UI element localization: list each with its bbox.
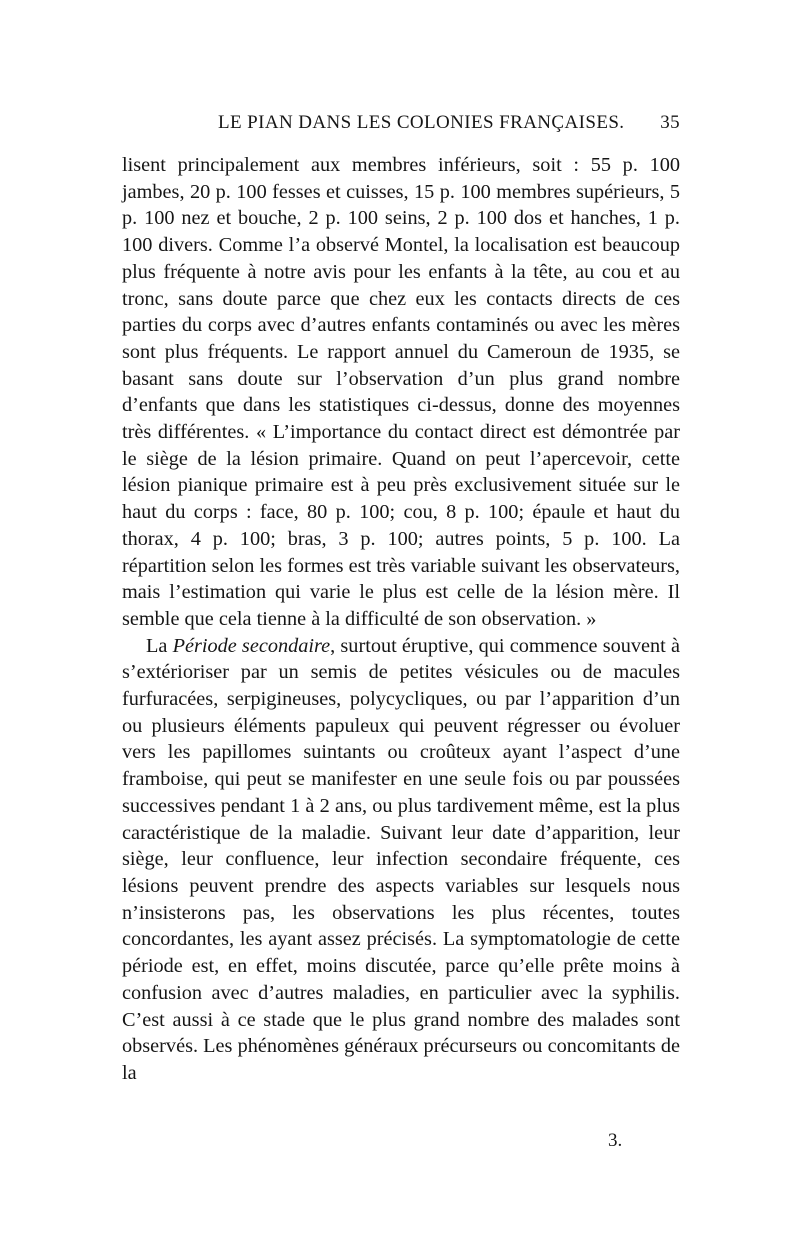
body-text <box>122 152 680 1087</box>
italic-term: Période secondaire <box>172 634 331 657</box>
paragraph-secondary-period <box>122 633 680 1087</box>
paragraph-lead: La <box>146 634 173 657</box>
page-number: 35 <box>660 112 680 133</box>
signature-mark: 3. <box>608 1130 623 1151</box>
paragraph-body: , surtout éruptive, qui commence souvent à s’extérioriser par un semis de petites vésicules ou de macules furfuracées, serpigineuses, polycycliques, ou par l’apparition d’un ou plusieurs éléments papuleux qui peuvent régresser ou évoluer vers les papillomes suintants ou croûteux ayant l’aspect d’une framboise, qui peut se manifester en une seule fois ou par poussées successives pendant 1 à 2 ans, ou plus tardivement même, est la plus caractéristique de la maladie. Suivant leur date d’apparition, leur siège, leur confluence, leur infection secondaire fréquente, ces lésions peuvent prendre des aspects variables sur lesquels nous n’insisterons pas, les observations les plus récentes, toutes concordantes, les ayant assez précisés. La symptomatologie de cette période est, en effet, moins discutée, parce qu’elle prête moins à confusion avec d’autres maladies, en particulier avec la syphilis. C’est aussi à ce stade que le plus grand nombre des malades sont observés. Les phénomènes généraux précurseurs ou concomitants de la <box>122 634 680 1084</box>
running-title: LE PIAN DANS LES COLONIES FRANÇAISES. <box>218 112 625 133</box>
paragraph-continuation: lisent principalement aux membres inférieurs, soit : 55 p. 100 jambes, 20 p. 100 fesses et cuisses, 15 p. 100 membres supérieurs, 5 p. 100 nez et bouche, 2 p. 100 seins, 2 p. 100 dos et hanches, 1 p. 100 divers. Comme l’a observé Montel, la localisation est beaucoup plus fréquente à notre avis pour les enfants à la tête, au cou et au tronc, sans doute parce que chez eux les contacts directs de ces parties du corps avec d’autres enfants contaminés ou avec les mères sont plus fréquents. Le rapport annuel du Cameroun de 1935, se basant sans doute sur l’observation d’un plus grand nombre d’enfants que dans les statistiques ci-dessus, donne des moyennes très différentes. « L’importance du contact direct est démontrée par le siège de la lésion primaire. Quand on peut l’apercevoir, cette lésion pianique primaire est à peu près exclusivement située sur le haut du corps : face, 80 p. 100; cou, 8 p. 100; épaule et haut du thorax, 4 p. 100; bras, 3 p. 100; autres points, 5 p. 100. La répartition selon les formes est très variable suivant les observateurs, mais l’estimation qui varie le plus est celle de la lésion mère. Il semble que cela tienne à la difficulté de son observation. » <box>122 154 680 630</box>
